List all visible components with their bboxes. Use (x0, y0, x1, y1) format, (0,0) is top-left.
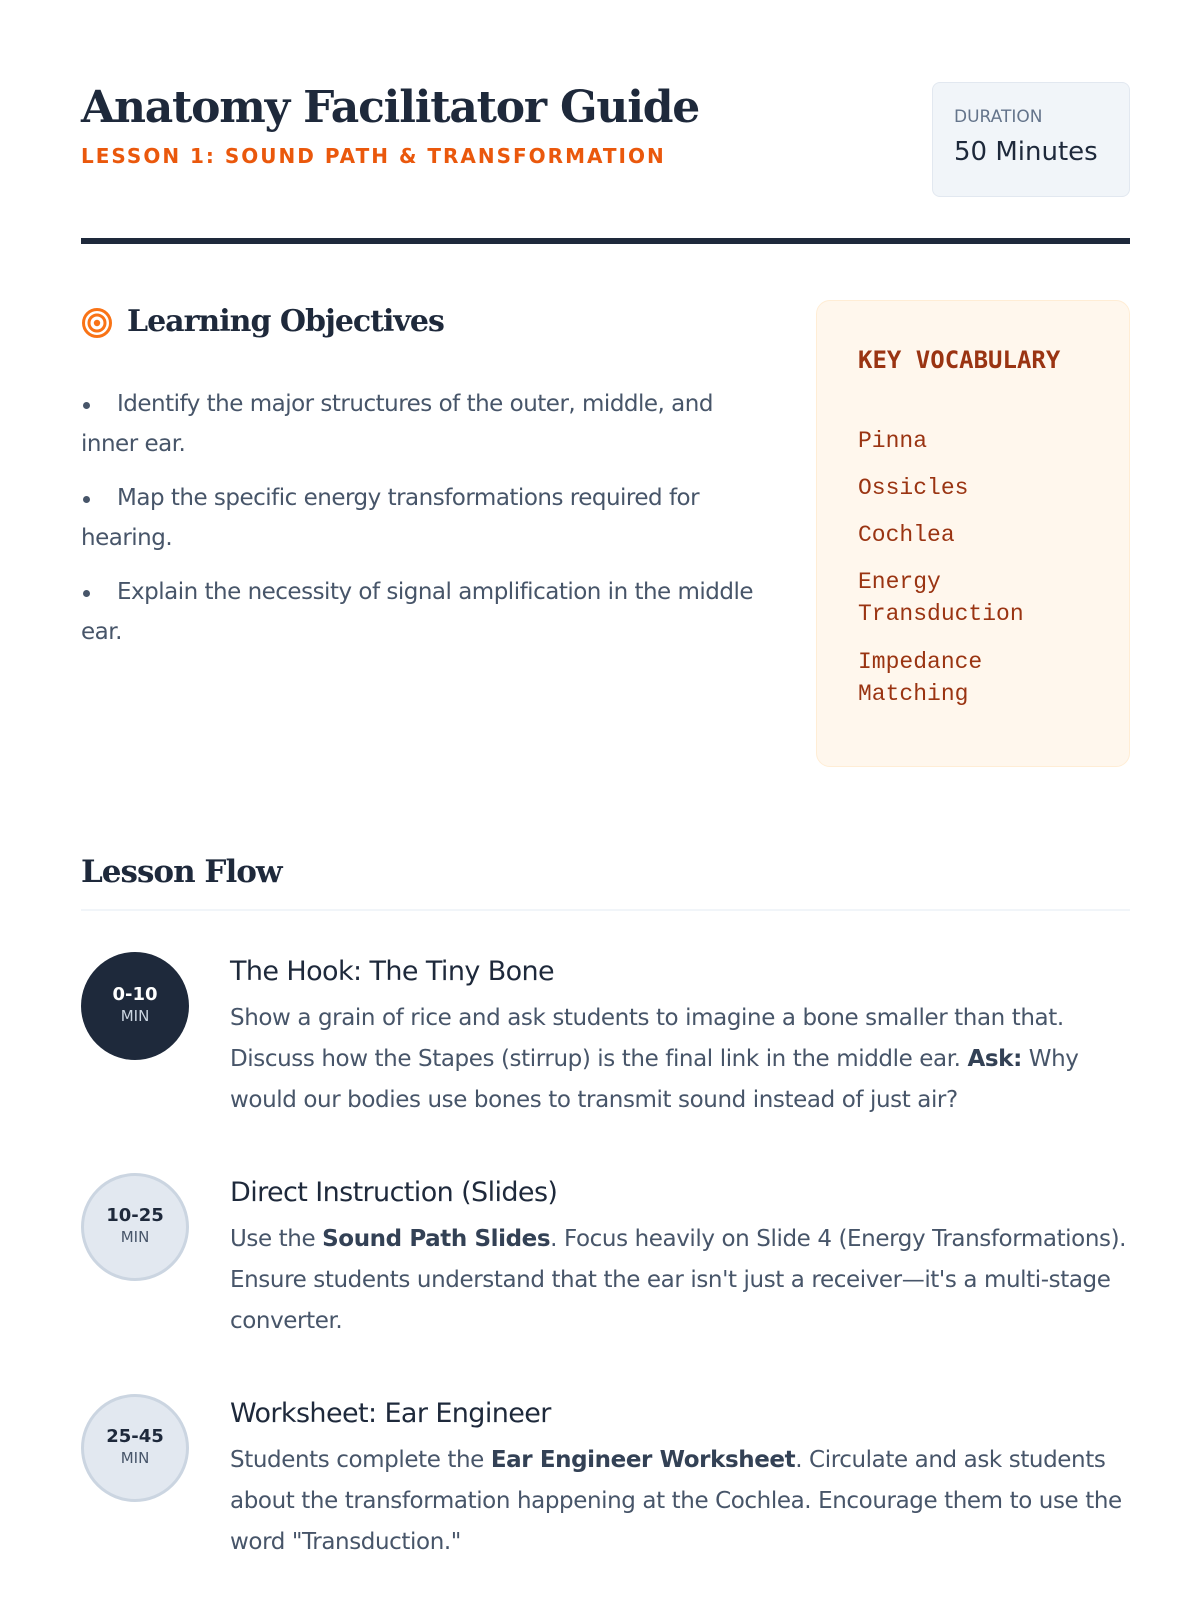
emphasis-text: Ear Engineer Worksheet (490, 1447, 796, 1473)
time-range: 0-10 (112, 984, 158, 1005)
header-divider (81, 238, 1130, 244)
time-unit: MIN (120, 1228, 150, 1246)
time-unit: MIN (120, 1007, 150, 1025)
duration-card (932, 82, 1130, 197)
lesson-subtitle: LESSON 1: SOUND PATH & TRANSFORMATION (81, 144, 666, 168)
step-description: Use the Sound Path Slides. Focus heavily on Slide 4 (Energy Transformations). Ensure students understand that the ear isn't just a receiver—it's a multi-stage converter. (230, 1226, 1127, 1334)
step-description: Students complete the Ear Engineer Worksheet. Circulate and ask students about the transformation happening at the Cochlea. Encourage them to use the word "Transduction." (230, 1447, 1122, 1555)
step-description: Show a grain of rice and ask students to imagine a bone smaller than that. Discuss how the Stapes (stirrup) is the final link in the middle ear. Ask: Why would our bodies use bones to transmit sound instead of just air? (230, 1005, 1079, 1113)
time-badge (81, 952, 189, 1060)
objective-item (81, 384, 771, 464)
time-range: 10-25 (106, 1205, 164, 1226)
vocabulary-term: Impedance Matching (858, 649, 983, 707)
key-vocabulary-card (816, 300, 1130, 767)
vocabulary-term: Ossicles (858, 475, 969, 501)
duration-label: DURATION (954, 107, 1043, 127)
time-badge (81, 1173, 189, 1281)
vocabulary-term: Energy Transduction (858, 569, 1024, 627)
objectives-heading: Learning Objectives (127, 304, 444, 339)
objective-text: Identify the major structures of the outer, middle, and inner ear. (81, 391, 713, 457)
vocabulary-heading: KEY VOCABULARY (858, 346, 1061, 374)
bullet-icon (83, 590, 90, 597)
lesson-flow-divider (81, 909, 1130, 911)
page-title: Anatomy Facilitator Guide (81, 82, 700, 133)
step-title: The Hook: The Tiny Bone (230, 956, 555, 987)
objectives-list (81, 384, 771, 666)
time-range: 25-45 (106, 1426, 164, 1447)
emphasis-text: Ask: (967, 1046, 1022, 1072)
vocabulary-term: Pinna (858, 428, 928, 454)
time-unit: MIN (120, 1449, 150, 1467)
bullet-icon (83, 496, 90, 503)
duration-value: 50 Minutes (954, 137, 1098, 167)
lesson-flow-heading: Lesson Flow (81, 854, 282, 890)
time-badge (81, 1394, 189, 1502)
objective-item (81, 572, 771, 652)
objective-item (81, 478, 771, 558)
step-title: Worksheet: Ear Engineer (230, 1398, 551, 1429)
bullet-icon (83, 402, 90, 409)
objective-text: Explain the necessity of signal amplification in the middle ear. (81, 579, 754, 645)
vocabulary-term: Cochlea (858, 522, 955, 548)
objective-text: Map the specific energy transformations required for hearing. (81, 485, 700, 551)
emphasis-text: Sound Path Slides (322, 1226, 551, 1252)
target-icon (81, 307, 113, 339)
step-title: Direct Instruction (Slides) (230, 1177, 558, 1208)
